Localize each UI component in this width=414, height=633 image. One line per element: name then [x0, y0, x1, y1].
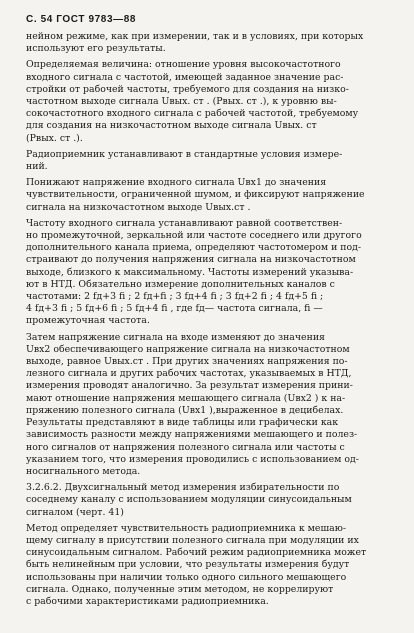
text-line: используют его результаты.: [26, 43, 166, 55]
text-line: стройки от рабочей частоты, требуемого для создания на низко-: [26, 83, 349, 95]
text-line: пряжению полезного сигнала (Uвх1 ),выраженное в децибелах.: [26, 404, 344, 416]
text-line: Понижают напряжение входного сигнала Uвх1 до значения: [26, 177, 327, 189]
text-line: щему сигналу в присутствии полезного сигнала при модуляции их: [26, 534, 359, 546]
paragraph: [26, 332, 392, 478]
text-line: сигнала на низкочастотном выходе Uвых.ст .: [26, 201, 251, 213]
text-line: частотами: 2 fд+3 fi ; 2 fд+fi ; 3 fд+4 fi ; 3 fд+2 fi ; 4 fд+5 fi ;: [26, 291, 324, 303]
text-line: мают отношение напряжения мешающего сигнала (Uвх2 ) к на-: [26, 392, 346, 404]
text-line: Метод определяет чувствительность радиоприемника к мешаю-: [26, 522, 347, 534]
text-line: выходе, равное Uвых.ст . При других значениях напряжения по-: [26, 356, 348, 368]
text-line: с рабочими характеристиками радиоприемника.: [26, 595, 269, 607]
text-line: сокочастотного входного сигнала с рабочей частотой, требуемому: [26, 108, 359, 120]
text-line: чувствительности, ограниченной шумом, и фиксируют напряжение: [26, 189, 365, 201]
text-line: соседнему каналу с использованием модуляции синусоидальным: [26, 494, 352, 506]
text-line: ного сигналов от напряжения полезного сигнала или частоты с: [26, 441, 345, 453]
text-line: но промежуточной, зеркальной или частоте соседнего или другого: [26, 230, 362, 242]
text-line: быть нелинейным при условии, что результаты измерения будут: [26, 559, 350, 571]
paragraph: [26, 482, 392, 519]
text-line: лезного сигнала и других рабочих частотах, указываемых в НТД,: [26, 368, 352, 380]
paragraph: [26, 59, 392, 144]
paragraph: [26, 149, 392, 173]
text-line: ний.: [26, 161, 48, 173]
text-line: Результаты представляют в виде таблицы или графически как: [26, 417, 339, 429]
text-line: Частоту входного сигнала устанавливают равной соответствен-: [26, 217, 343, 229]
text-line: сигнала. Однако, полученные этим методом, не коррелируют: [26, 583, 334, 595]
text-line: 4 fд+3 fi ; 5 fд+6 fi ; 5 fд+4 fi , где fд— частота сигнала, fi —: [26, 303, 323, 315]
text-line: для создания на низкочастотном выходе сигнала Uвых. ст: [26, 120, 317, 132]
document-body: [26, 31, 392, 608]
text-line: (Pвых. ст .).: [26, 132, 83, 144]
text-line: указанием того, что измерения проводились с использованием од-: [26, 453, 359, 465]
text-line: дополнительного канала приема, определяют частотомером и под-: [26, 242, 362, 254]
paragraph: [26, 523, 392, 608]
text-line: Радиоприемник устанавливают в стандартные условия измере-: [26, 148, 343, 160]
paragraph: [26, 218, 392, 328]
text-line: входного сигнала с частотой, имеющей заданное значение рас-: [26, 71, 344, 83]
text-line: ют в НТД. Обязательно измерение дополнительных каналов с: [26, 278, 335, 290]
paragraph: [26, 177, 392, 214]
text-line: страивают до получения напряжения сигнала на низкочастотном: [26, 254, 356, 266]
text-line: носигнального метода.: [26, 465, 141, 477]
text-line: синусоидальным сигналом. Рабочий режим радиоприемника может: [26, 547, 367, 559]
text-line: Определяемая величина: отношение уровня высокочастотного: [26, 59, 341, 71]
text-line: нейном режиме, как при измерении, так и в условиях, при которых: [26, 31, 364, 42]
page-header: С. 54 ГОСТ 9783—88: [26, 14, 137, 25]
text-line: промежуточная частота.: [26, 315, 150, 327]
text-line: сигналом (черт. 41): [26, 506, 124, 518]
text-line: зависимость разности между напряжениями мешающего и полез-: [26, 429, 358, 441]
text-line: выходе, близкого к максимальному. Частоты измерений указыва-: [26, 266, 354, 278]
text-line: Затем напряжение сигнала на входе изменяют до значения: [26, 331, 325, 343]
text-line: использованы при наличии только одного сильного мешающего: [26, 571, 347, 583]
text-line: 3.2.6.2. Двухсигнальный метод измерения избирательности по: [26, 482, 340, 494]
text-line: Uвх2 обеспечивающего напряжение сигнала на низкочастотном: [26, 343, 350, 355]
paragraph: [26, 31, 392, 55]
text-line: частотном выходе сигнала Uвых. ст . (Pвых. ст .), к уровню вы-: [26, 96, 337, 108]
text-line: измерения проводят аналогично. За результат измерения прини-: [26, 380, 353, 392]
